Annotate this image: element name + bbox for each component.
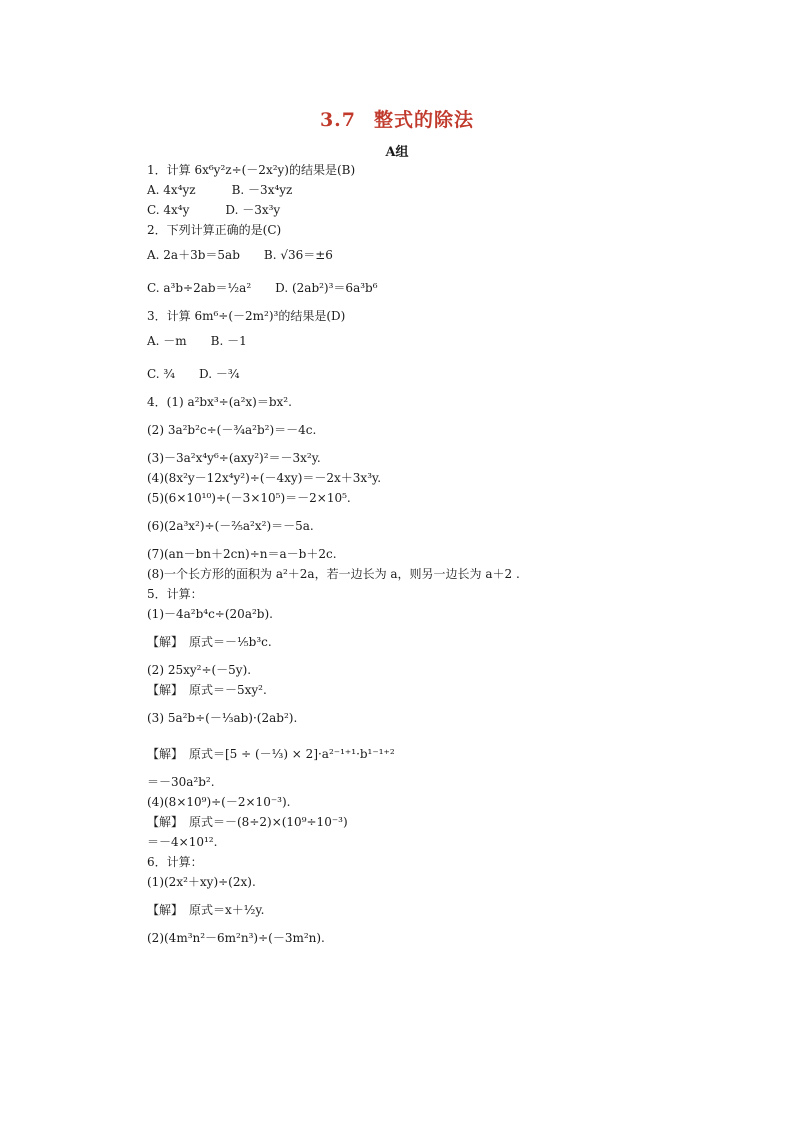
solution-line: 【解】 原式＝－(8÷2)×(10⁹÷10⁻³) bbox=[147, 815, 348, 829]
solution-line: 【解】 原式＝[5 ÷ (－⅓) × 2]·a²⁻¹⁺¹·b¹⁻¹⁺² bbox=[147, 747, 395, 761]
option-line: C. 4x⁴y D. －3x³y bbox=[147, 203, 281, 217]
option-line: A. 2a＋3b＝5ab B. √36＝±6 bbox=[147, 248, 333, 262]
answer-line: (8)一个长方形的面积为 a²＋2a，若一边长为 a，则另一边长为 a＋2 . bbox=[147, 567, 520, 581]
question-line: (1)－4a²b⁴c÷(20a²b). bbox=[147, 607, 273, 621]
solution-line: ＝－30a²b². bbox=[147, 775, 215, 789]
question-line: 4．(1) a²bx³÷(a²x)＝bx². bbox=[147, 395, 292, 409]
question-line: 3．计算 6m⁶÷(－2m²)³的结果是(D) bbox=[147, 309, 346, 323]
question-line: 6．计算： bbox=[147, 855, 203, 869]
exercise-content bbox=[147, 160, 627, 948]
question-line: (2) 25xy²÷(－5y). bbox=[147, 663, 252, 677]
option-line: C. a³b÷2ab＝½a² D. (2ab²)³＝6a³b⁶ bbox=[147, 281, 378, 295]
question-line: (2)(4m³n²－6m²n³)÷(－3m²n). bbox=[147, 931, 325, 945]
question-line: (4)(8×10⁹)÷(－2×10⁻³). bbox=[147, 795, 291, 809]
answer-line: (7)(an－bn＋2cn)÷n＝a－b＋2c. bbox=[147, 547, 337, 561]
question-line: 1．计算 6x⁶y²z÷(－2x²y)的结果是(B) bbox=[147, 163, 356, 177]
section-title: 整式的除法 bbox=[374, 109, 475, 131]
page-title bbox=[0, 105, 794, 132]
question-line: 5．计算： bbox=[147, 587, 203, 601]
solution-line: ＝－4×10¹². bbox=[147, 835, 218, 849]
answer-line: (4)(8x²y－12x⁴y²)÷(－4xy)＝－2x＋3x³y. bbox=[147, 471, 382, 485]
question-line: (3) 5a²b÷(－⅓ab)·(2ab²). bbox=[147, 711, 298, 725]
question-line: 2．下列计算正确的是(C) bbox=[147, 223, 282, 237]
section-number: 3.7 bbox=[319, 109, 357, 131]
option-line: C. ¾ D. －¾ bbox=[147, 367, 240, 381]
option-line: A. －m B. －1 bbox=[147, 334, 247, 348]
solution-line: 【解】 原式＝－5xy². bbox=[147, 683, 267, 697]
solution-line: 【解】 原式＝x＋½y. bbox=[147, 903, 265, 917]
solution-line: 【解】 原式＝－⅕b³c. bbox=[147, 635, 272, 649]
option-line: A. 4x⁴yz B. －3x⁴yz bbox=[147, 183, 293, 197]
answer-line: (6)(2a³x²)÷(－⅖a²x²)＝－5a. bbox=[147, 519, 314, 533]
answer-line: (5)(6×10¹⁰)÷(－3×10⁵)＝－2×10⁵. bbox=[147, 491, 351, 505]
group-label: A组 bbox=[385, 145, 409, 160]
answer-line: (3)－3a²x⁴y⁶÷(axy²)²＝－3x²y. bbox=[147, 451, 321, 465]
question-line: (1)(2x²＋xy)÷(2x). bbox=[147, 875, 256, 889]
answer-line: (2) 3a²b²c÷(－¾a²b²)＝－4c. bbox=[147, 423, 317, 437]
